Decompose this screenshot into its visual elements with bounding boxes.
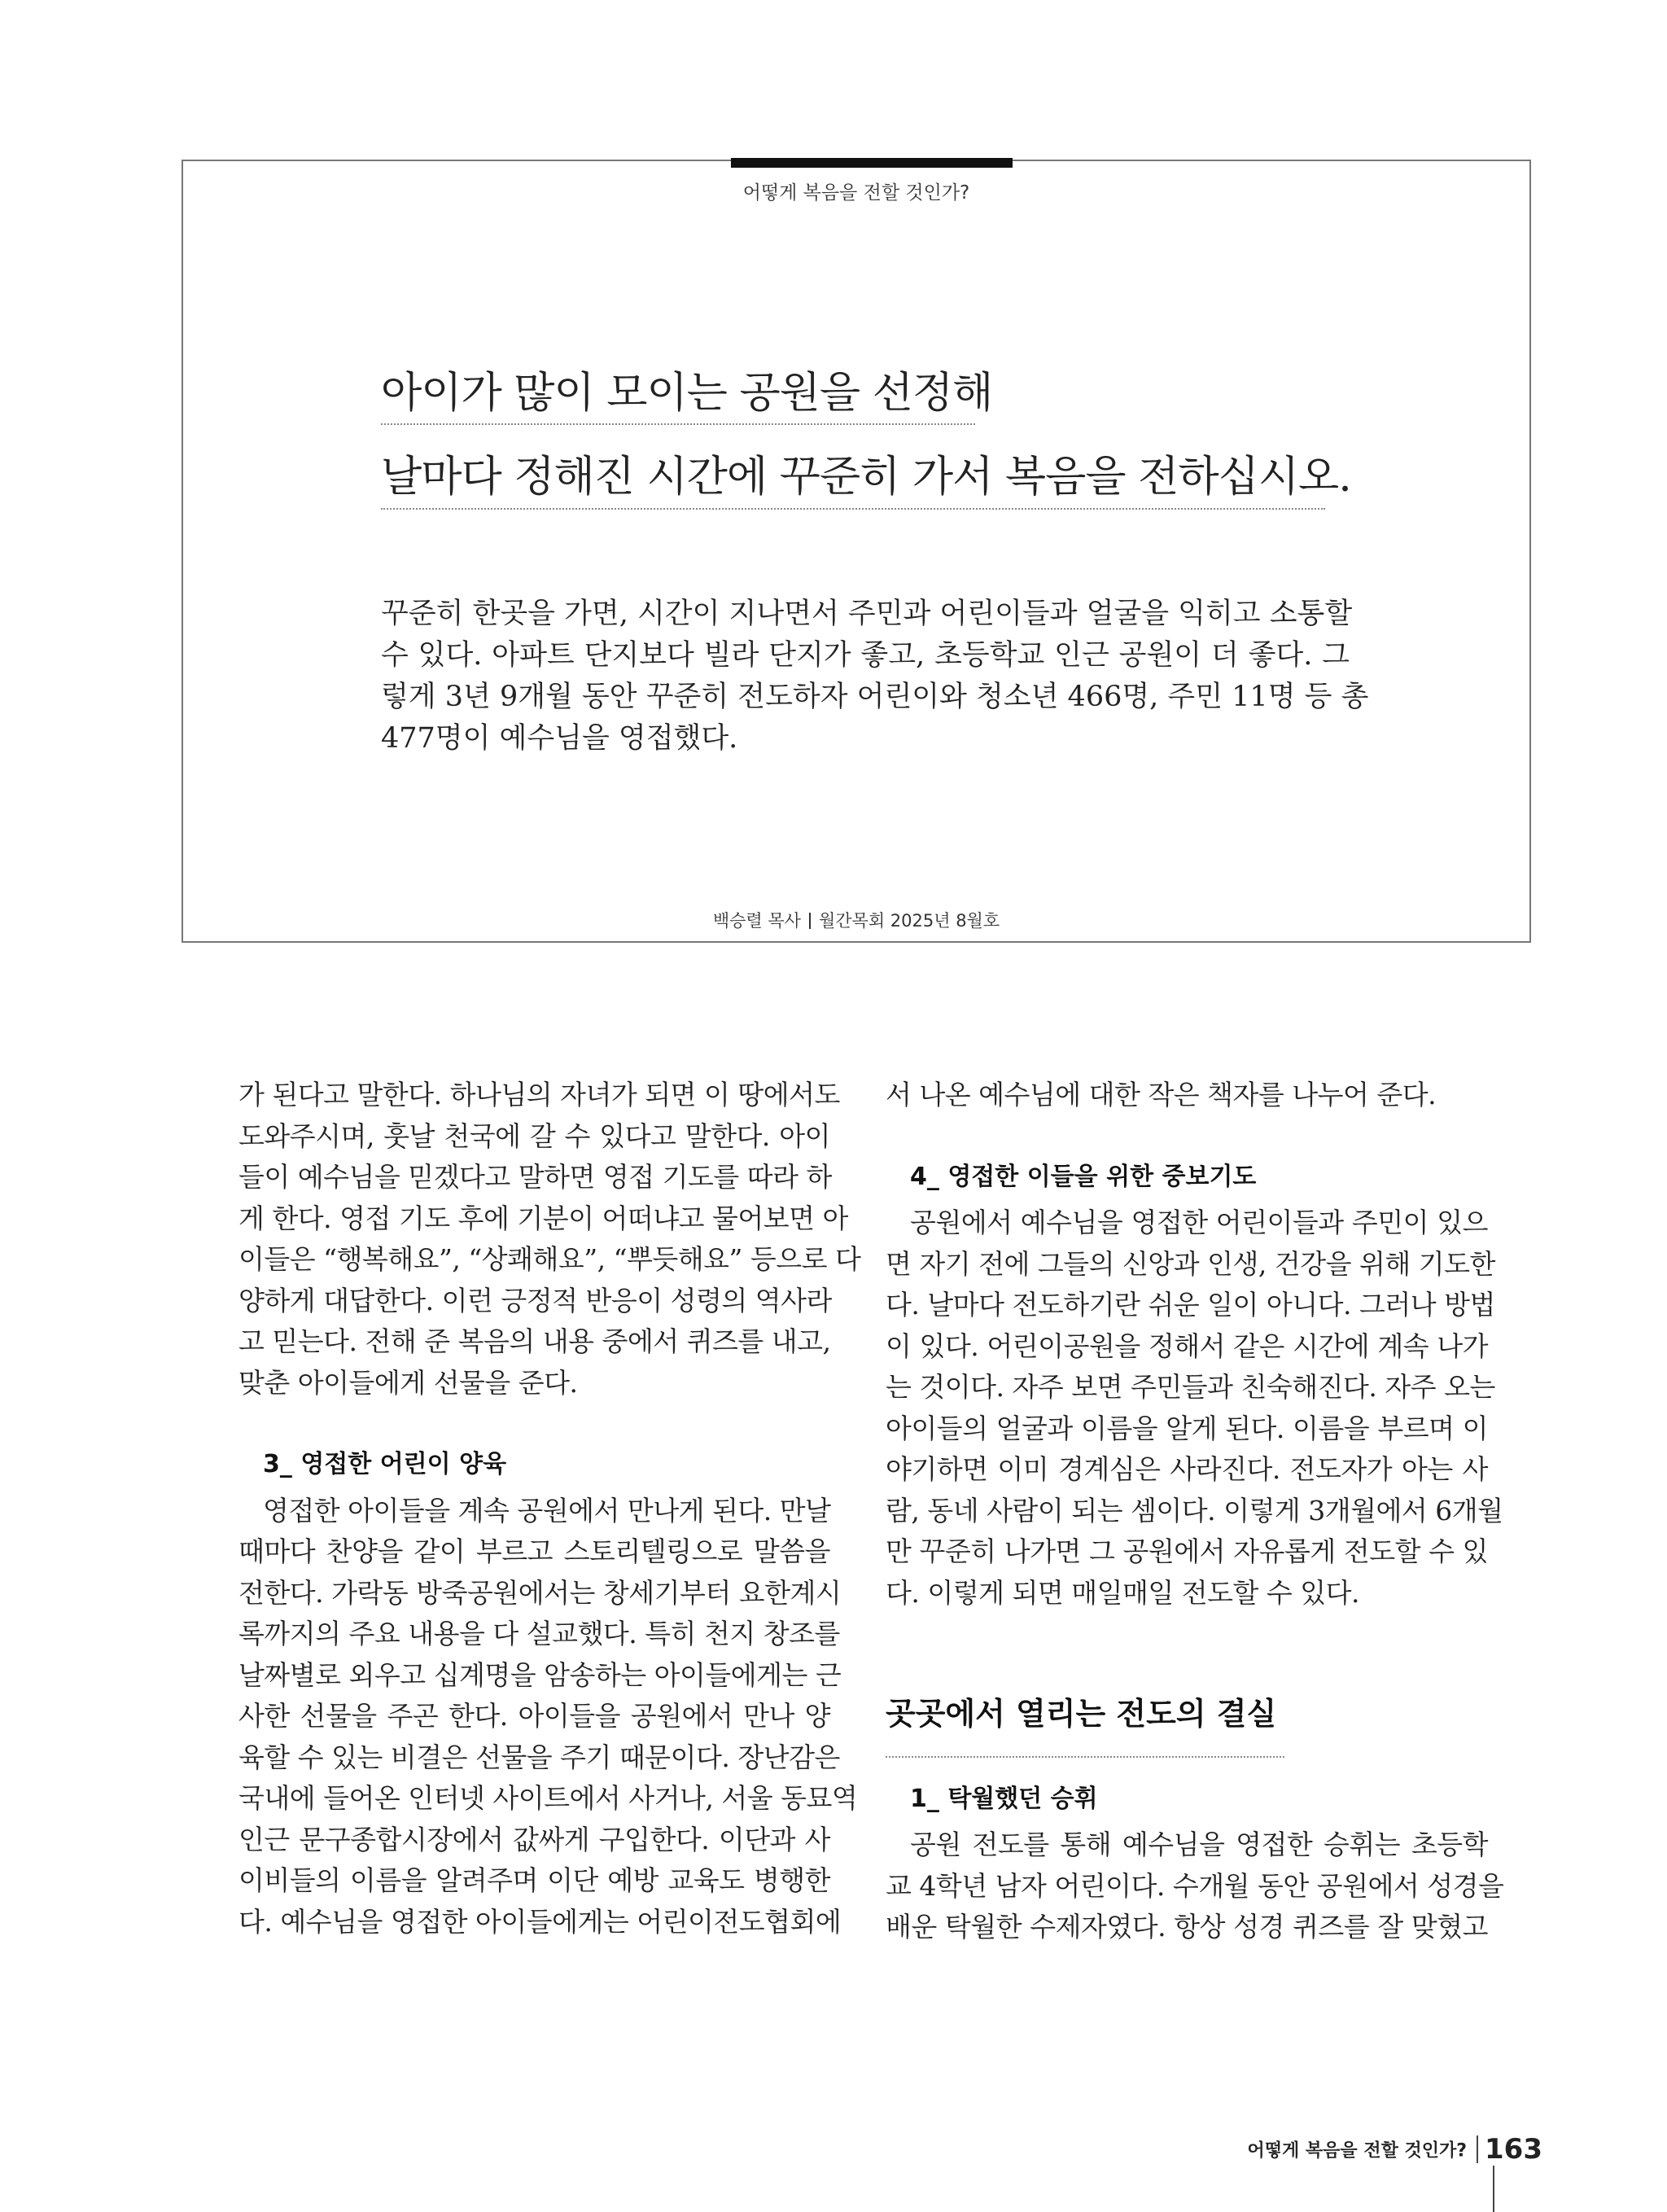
footer-divider: [1477, 2135, 1478, 2163]
body-line: 이 있다. 어린이공원을 정해서 같은 시간에 계속 나가: [886, 1329, 1488, 1362]
body-line: 국내에 들어온 인터넷 사이트에서 사거나, 서울 동묘역: [238, 1782, 858, 1814]
right-column: [886, 1075, 1504, 1948]
box-header: 어떻게 복음을 전할 것인가?: [742, 182, 970, 204]
body-line: 공원에서 예수님을 영접한 어린이들과 주민이 있으: [910, 1207, 1488, 1238]
body-line: 인근 문구종합시장에서 값싸게 구입한다. 이단과 사: [238, 1823, 830, 1855]
box-footer-author: 백승렬 목사: [712, 911, 801, 931]
body-line: 교 4학년 남자 어린이다. 수개월 동안 공원에서 성경을: [886, 1869, 1504, 1902]
body-line: 다. 이렇게 되면 매일매일 전도할 수 있다.: [886, 1576, 1359, 1609]
body-line: 다. 예수님을 영접한 아이들에게는 어린이전도협회에: [238, 1905, 842, 1938]
body-line: 게 한다. 영접 기도 후에 기분이 어떠냐고 물어보면 아: [238, 1202, 848, 1234]
body-line: 만 꾸준히 나가면 그 공원에서 자유롭게 전도할 수 있: [886, 1535, 1488, 1567]
body-line: 때마다 찬양을 같이 부르고 스토리텔링으로 말씀을: [238, 1535, 830, 1567]
pull-quote-line-2: 날마다 정해진 시간에 꾸준히 가서 복음을 전하십시오.: [381, 453, 1351, 502]
box-tab-marker: [731, 158, 1013, 168]
pull-quote-line-1: 아이가 많이 모이는 공원을 선정해: [381, 369, 993, 418]
body-line: 양하게 대답한다. 이런 긍정적 반응이 성령의 역사라: [238, 1284, 832, 1316]
page-number: 163: [1485, 2133, 1542, 2166]
pull-quote-divider-2: [381, 508, 1325, 510]
body-line: 날짜별로 외우고 십계명을 암송하는 아이들에게는 근: [238, 1658, 842, 1691]
body-line: 공원 전도를 통해 예수님을 영접한 승휘는 초등학: [910, 1829, 1488, 1860]
body-line: 배운 탁월한 수제자였다. 항상 성경 퀴즈를 잘 맞혔고: [886, 1911, 1488, 1943]
body-line: 전한다. 가락동 방죽공원에서는 창세기부터 요한계시: [238, 1576, 842, 1609]
body-line: 이들은 “행복해요”, “상쾌해요”, “뿌듯해요” 등으로 다: [238, 1243, 861, 1275]
body-line: 영접한 아이들을 계속 공원에서 만나게 된다. 만날: [263, 1494, 831, 1526]
pull-quote-divider-1: [381, 423, 975, 425]
body-line: 야기하면 이미 경계심은 사라진다. 전도자가 아는 사: [886, 1453, 1488, 1485]
box-footer: [183, 908, 1529, 932]
body-line: 사한 선물을 주곤 한다. 아이들을 공원에서 만나 양: [238, 1700, 830, 1732]
body-line: 람, 동네 사람이 되는 셈이다. 이렇게 3개월에서 6개월: [886, 1494, 1503, 1526]
section-heading: 곳곳에서 열리는 전도의 결실: [886, 1696, 1277, 1732]
body-line: 다. 날마다 전도하기란 쉬운 일이 아니다. 그러나 방법: [886, 1289, 1495, 1321]
body-line: 아이들의 얼굴과 이름을 알게 된다. 이름을 부르며 이: [886, 1412, 1488, 1444]
body-line: 는 것이다. 자주 보면 주민들과 친숙해진다. 자주 오는: [886, 1371, 1495, 1403]
subhead-1: 1_ 탁월했던 승휘: [910, 1784, 1098, 1813]
box-body: [381, 594, 1369, 760]
box-body-line: 렇게 3년 9개월 동안 꾸준히 전도하자 어린이와 청소년 466명, 주민 11명 등 총: [381, 681, 1369, 713]
gutter-rule: [1493, 2166, 1494, 2212]
body-line: 육할 수 있는 비결은 선물을 주기 때문이다. 장난감은: [238, 1741, 840, 1773]
body-line: 들이 예수님을 믿겠다고 말하면 영접 기도를 따라 하: [238, 1161, 832, 1193]
left-column: [238, 1075, 861, 1943]
body-line: 도와주시며, 훗날 천국에 갈 수 있다고 말한다. 아이: [238, 1119, 830, 1152]
body-line: 가 된다고 말한다. 하나님의 자녀가 되면 이 땅에서도: [238, 1079, 840, 1110]
box-body-line: 수 있다. 아파트 단지보다 빌라 단지가 좋고, 초등학교 인근 공원이 더 좋다. 그: [381, 639, 1350, 672]
body-line: 록까지의 주요 내용을 다 설교했다. 특히 천지 창조를: [238, 1618, 840, 1649]
box-footer-source: 월간목회 2025년 8월호: [818, 911, 1000, 931]
body-line: 이비들의 이름을 알려주며 이단 예방 교육도 병행한: [238, 1864, 830, 1896]
box-body-line: 꾸준히 한곳을 가면, 시간이 지나면서 주민과 어린이들과 얼굴을 익히고 소통할: [381, 598, 1353, 630]
subhead-3: 3_ 영접한 어린이 양육: [263, 1450, 507, 1478]
footer-separator: [809, 913, 811, 929]
pull-quote-box: [182, 160, 1531, 943]
body-line: 면 자기 전에 그들의 신앙과 인생, 건강을 위해 기도한: [886, 1247, 1495, 1280]
body-line: 맞춘 아이들에게 선물을 준다.: [238, 1366, 578, 1399]
subhead-4: 4_ 영접한 이들을 위한 중보기도: [910, 1162, 1257, 1191]
body-line: 고 믿는다. 전해 준 복음의 내용 중에서 퀴즈를 내고,: [238, 1325, 831, 1357]
running-title: 어떻게 복음을 전할 것인가?: [1247, 2140, 1468, 2162]
box-body-line: 477명이 예수님을 영접했다.: [381, 722, 738, 755]
page-footer: [1248, 2133, 1543, 2166]
body-line: 서 나온 예수님에 대한 작은 책자를 나누어 준다.: [886, 1079, 1437, 1110]
